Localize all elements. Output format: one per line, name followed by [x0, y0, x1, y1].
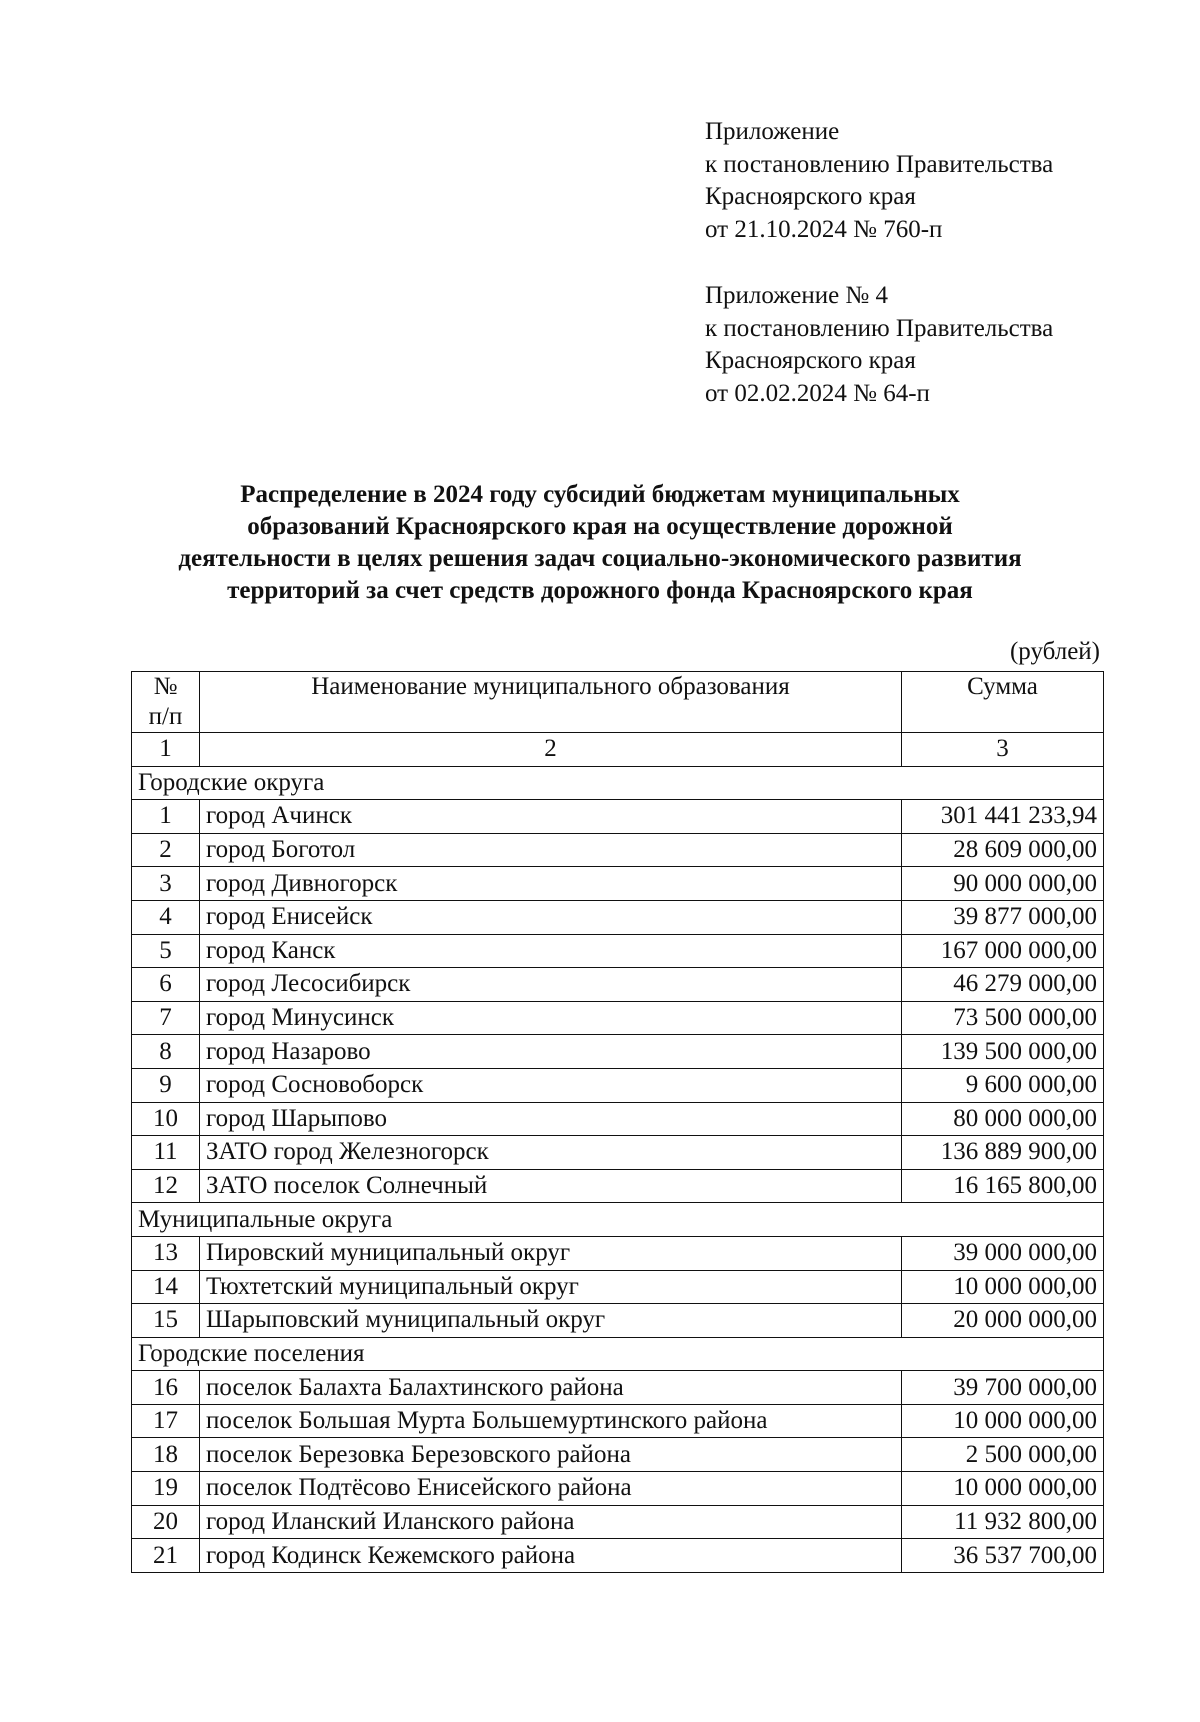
table-row	[132, 900, 1104, 934]
row-number: 12	[132, 1169, 200, 1203]
row-number: 11	[132, 1136, 200, 1170]
title-line-4: территорий за счет средств дорожного фонда Красноярского края	[227, 577, 973, 604]
column-number-row	[132, 733, 1104, 767]
row-number: 16	[132, 1371, 200, 1405]
row-name: Пировский муниципальный округ	[200, 1236, 902, 1270]
row-number: 2	[132, 833, 200, 867]
table-row	[132, 1270, 1104, 1304]
table-row	[132, 1068, 1104, 1102]
header-number-symbol: №	[153, 673, 178, 700]
row-sum: 73 500 000,00	[902, 1001, 1104, 1035]
table-row	[132, 1539, 1104, 1573]
row-name: город Минусинск	[200, 1001, 902, 1035]
row-name: поселок Балахта Балахтинского района	[200, 1371, 902, 1405]
group-row	[132, 1203, 1104, 1237]
table-row	[132, 833, 1104, 867]
row-name: Шарыповский муниципальный округ	[200, 1304, 902, 1338]
table-row	[132, 1236, 1104, 1270]
row-number: 4	[132, 900, 200, 934]
table-row	[132, 1035, 1104, 1069]
row-name: город Шарыпово	[200, 1102, 902, 1136]
table-row	[132, 1169, 1104, 1203]
table-row	[132, 1304, 1104, 1338]
row-sum: 20 000 000,00	[902, 1304, 1104, 1338]
row-number: 9	[132, 1068, 200, 1102]
table-row	[132, 1102, 1104, 1136]
row-sum: 39 000 000,00	[902, 1236, 1104, 1270]
row-sum: 39 700 000,00	[902, 1371, 1104, 1405]
row-sum: 11 932 800,00	[902, 1505, 1104, 1539]
row-number: 1	[132, 800, 200, 834]
appendix-decree-line: к постановлению Правительства	[705, 150, 1054, 178]
row-name: город Иланский Иланского района	[200, 1505, 902, 1539]
row-number: 13	[132, 1236, 200, 1270]
column-number: 1	[132, 733, 200, 767]
row-name: город Дивногорск	[200, 867, 902, 901]
appendix-label: Приложение № 4	[705, 282, 889, 309]
row-sum: 2 500 000,00	[902, 1438, 1104, 1472]
table-row	[132, 934, 1104, 968]
row-sum: 301 441 233,94	[902, 800, 1104, 834]
row-sum: 10 000 000,00	[902, 1472, 1104, 1506]
table-row	[132, 1472, 1104, 1506]
row-sum: 36 537 700,00	[902, 1539, 1104, 1573]
row-name: город Лесосибирск	[200, 968, 902, 1002]
row-number: 10	[132, 1102, 200, 1136]
table-row	[132, 867, 1104, 901]
row-sum: 16 165 800,00	[902, 1169, 1104, 1203]
row-name: город Назарово	[200, 1035, 902, 1069]
row-name: поселок Подтёсово Енисейского района	[200, 1472, 902, 1506]
row-name: город Канск	[200, 934, 902, 968]
column-number: 3	[902, 733, 1104, 767]
row-name: город Боготол	[200, 833, 902, 867]
appendix-date-number: от 02.02.2024 № 64-п	[705, 379, 930, 407]
row-name: город Кодинск Кежемского района	[200, 1539, 902, 1573]
row-number: 18	[132, 1438, 200, 1472]
group-label: Городские поселения	[132, 1337, 1104, 1371]
document-title	[100, 479, 1100, 607]
row-sum: 39 877 000,00	[902, 900, 1104, 934]
table-header-row	[132, 672, 1104, 733]
row-name: город Сосновоборск	[200, 1068, 902, 1102]
table-row	[132, 800, 1104, 834]
row-name: город Енисейск	[200, 900, 902, 934]
row-number: 20	[132, 1505, 200, 1539]
group-row	[132, 1337, 1104, 1371]
row-name: ЗАТО город Железногорск	[200, 1136, 902, 1170]
header-number-abbrev: п/п	[148, 703, 183, 730]
row-sum: 28 609 000,00	[902, 833, 1104, 867]
row-name: Тюхтетский муниципальный округ	[200, 1270, 902, 1304]
table-row	[132, 1438, 1104, 1472]
title-line-2: образований Красноярского края на осуществление дорожной	[247, 513, 953, 540]
row-sum: 167 000 000,00	[902, 934, 1104, 968]
row-number: 19	[132, 1472, 200, 1506]
row-number: 7	[132, 1001, 200, 1035]
group-row	[132, 766, 1104, 800]
table-row	[132, 968, 1104, 1002]
row-sum: 46 279 000,00	[902, 968, 1104, 1002]
table-body	[132, 766, 1104, 1572]
column-number: 2	[200, 733, 902, 767]
row-number: 21	[132, 1539, 200, 1573]
table-row	[132, 1505, 1104, 1539]
header-sum: Сумма	[902, 672, 1104, 733]
row-name: поселок Березовка Березовского района	[200, 1438, 902, 1472]
row-name: ЗАТО поселок Солнечный	[200, 1169, 902, 1203]
row-sum: 10 000 000,00	[902, 1270, 1104, 1304]
title-line-1: Распределение в 2024 году субсидий бюджетам муниципальных	[240, 481, 960, 508]
row-number: 15	[132, 1304, 200, 1338]
appendix-region-line: Красноярского края	[705, 183, 916, 210]
title-line-3: деятельности в целях решения задач социально-экономического развития	[178, 545, 1022, 572]
row-sum: 90 000 000,00	[902, 867, 1104, 901]
table-row	[132, 1001, 1104, 1035]
row-sum: 80 000 000,00	[902, 1102, 1104, 1136]
appendix-region-line: Красноярского края	[705, 347, 916, 374]
row-number: 6	[132, 968, 200, 1002]
header-name: Наименование муниципального образования	[200, 672, 902, 733]
appendix-label: Приложение	[705, 118, 840, 145]
row-number: 3	[132, 867, 200, 901]
group-label: Муниципальные округа	[132, 1203, 1104, 1237]
row-number: 8	[132, 1035, 200, 1069]
appendix-reference-original	[705, 280, 1053, 410]
row-number: 14	[132, 1270, 200, 1304]
row-number: 17	[132, 1404, 200, 1438]
units-note: (рублей)	[1009, 638, 1100, 665]
table-row	[132, 1136, 1104, 1170]
row-name: поселок Большая Мурта Большемуртинского района	[200, 1404, 902, 1438]
appendix-date-number: от 21.10.2024 № 760-п	[705, 215, 943, 243]
row-sum: 9 600 000,00	[902, 1068, 1104, 1102]
row-sum: 136 889 900,00	[902, 1136, 1104, 1170]
row-sum: 10 000 000,00	[902, 1404, 1104, 1438]
row-sum: 139 500 000,00	[902, 1035, 1104, 1069]
row-name: город Ачинск	[200, 800, 902, 834]
header-number	[132, 672, 200, 733]
table-row	[132, 1404, 1104, 1438]
table-row	[132, 1371, 1104, 1405]
appendix-reference-current	[705, 116, 1053, 246]
row-number: 5	[132, 934, 200, 968]
appendix-decree-line: к постановлению Правительства	[705, 314, 1054, 342]
group-label: Городские округа	[132, 766, 1104, 800]
subsidy-table	[131, 671, 1104, 1573]
